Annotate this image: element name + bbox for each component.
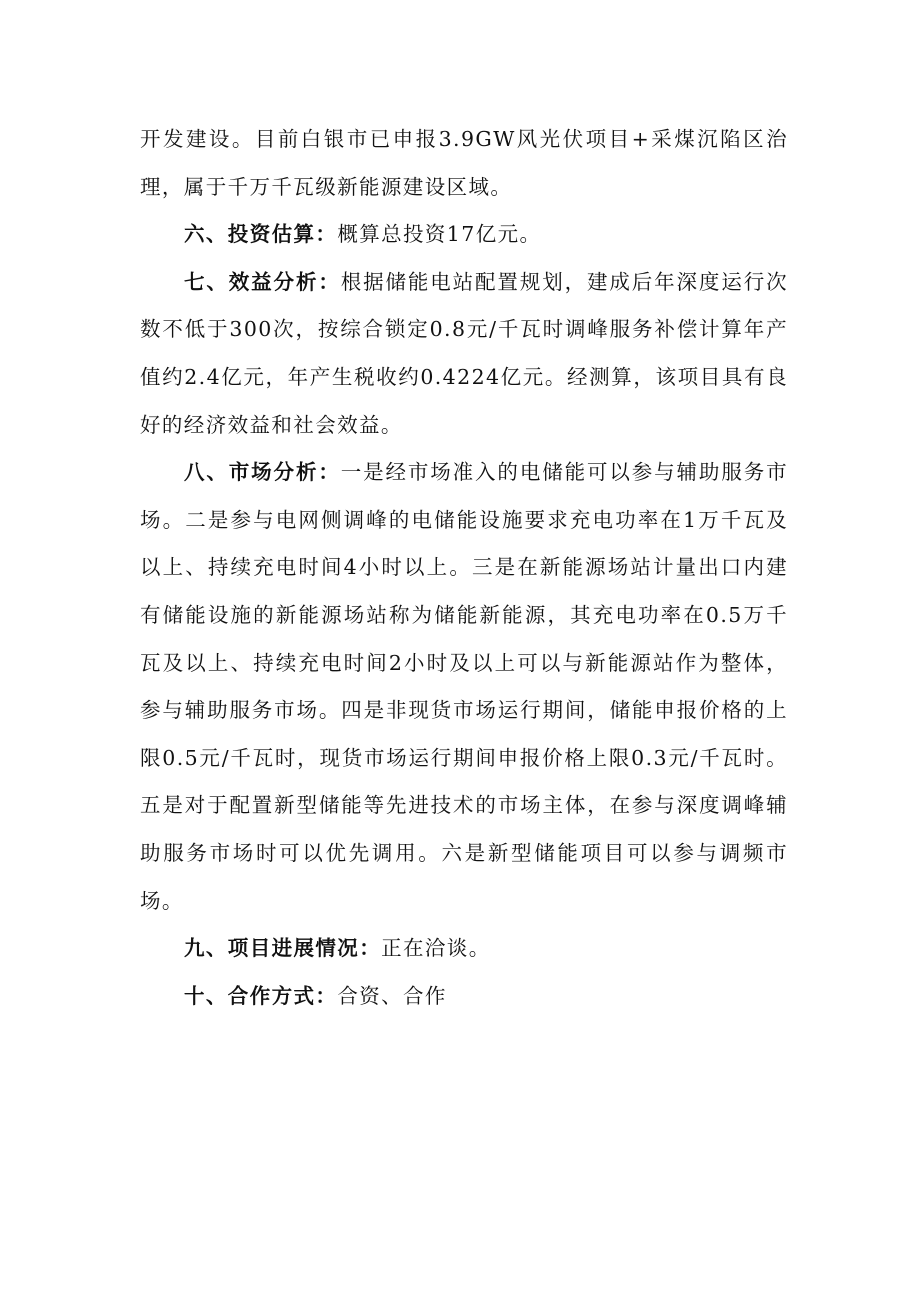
paragraph-text: 正在洽谈。 xyxy=(381,936,491,961)
paragraph-text: 合资、合作 xyxy=(337,983,447,1008)
section-heading: 八、市场分析： xyxy=(184,460,341,485)
section-heading: 六、投资估算： xyxy=(184,222,338,247)
paragraph-development xyxy=(140,116,788,211)
paragraph-project-progress xyxy=(140,925,788,973)
paragraph-text: 根据储能电站配置规划，建成后年深度运行次数不低于300次，按综合锁定0.8元/千瓦时调峰服务补偿计算年产值约2.4亿元，年产生税收约0.4224亿元。经测算，该项目具有良好的经济效益和社会效益。 xyxy=(140,269,788,437)
section-heading: 十、合作方式： xyxy=(184,983,338,1008)
paragraph-text: 概算总投资17亿元。 xyxy=(337,222,542,247)
paragraph-investment-estimate xyxy=(140,211,788,259)
section-heading: 九、项目进展情况： xyxy=(184,936,382,961)
section-heading: 七、效益分析： xyxy=(184,269,341,294)
document-body xyxy=(140,116,788,1020)
paragraph-cooperation-mode xyxy=(140,973,788,1021)
paragraph-benefit-analysis xyxy=(140,259,788,449)
paragraph-text: 开发建设。目前白银市已申报3.9GW风光伏项目+采煤沉陷区治理，属于千万千瓦级新能源建设区域。 xyxy=(140,127,788,199)
paragraph-text: 一是经市场准入的电储能可以参与辅助服务市场。二是参与电网侧调峰的电储能设施要求充电功率在1万千瓦及以上、持续充电时间4小时以上。三是在新能源场站计量出口内建有储能设施的新能源场站称为储能新能源，其充电功率在0.5万千瓦及以上、持续充电时间2小时及以上可以与新能源站作为整体，参与辅助服务市场。四是非现货市场运行期间，储能申报价格的上限0.5元/千瓦时，现货市场运行期间申报价格上限0.3元/千瓦时。五是对于配置新型储能等先进技术的市场主体，在参与深度调峰辅助服务市场时可以优先调用。六是新型储能项目可以参与调频市场。 xyxy=(140,460,788,913)
paragraph-market-analysis xyxy=(140,449,788,925)
